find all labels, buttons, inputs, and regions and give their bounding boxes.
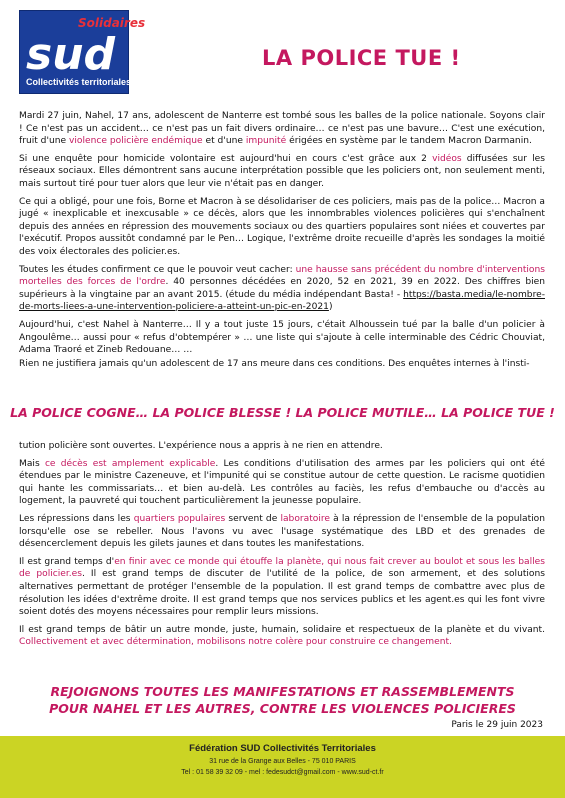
footer-band bbox=[0, 736, 565, 798]
paragraph-7: tution policière sont ouvertes. L'expérience nous a appris à ne rien en attendre. bbox=[19, 441, 383, 451]
sud-logo bbox=[19, 10, 146, 94]
paragraph-1: Mardi 27 juin, Nahel, 17 ans, adolescent de Nanterre est tombé sous les balles de la police nationale. Soyons clair ! Ce n'est pas un accident… ce n'est pas un fait divers ordinaire… ce n'est pas une bavure… C'est une exécution, fruit d'une violence policière endémique et d'une impunité érigées en système par le tandem Macron Darmanin. bbox=[19, 111, 545, 147]
federation-contact: Tel : 01 58 39 32 09 - mel : fedesudct@gmail.com - www.sud-ct.fr bbox=[181, 769, 384, 776]
basta-link[interactable]: https://basta.media/le-nombre-de-morts-liees-a-une-intervention-policiere-a-atteint-un-pic-en-2021 bbox=[19, 289, 545, 313]
paragraph-5: Aujourd'hui, c'est Nahel à Nanterre… Il y a tout juste 15 jours, c'était Alhoussein tué par la balle d'un policier à Angoulême… aussi pour « refus d'obtempérer » … une liste qui s'ajoute à celle interminable des Cédric Chouviat, Adama Traoré et Zineb Redouane… … bbox=[19, 319, 545, 356]
article-body-top bbox=[19, 110, 545, 375]
paragraph-11: Il est grand temps de bâtir un autre monde, juste, humain, solidaire et respectueux de la planète et du vivant. Collectivement et avec détermination, mobilisons notre colère pour construire ce changement. bbox=[19, 624, 545, 648]
paragraph-9: Les répressions dans les quartiers populaires servent de laboratoire à la répression de l'ensemble de la population lorsqu'elle ose se rebeller. Nous l'avons vu avec l'usage systématique des LBD et des grenades de désencerclement depuis les gilets jaunes et dans toutes les manifestations. bbox=[19, 513, 545, 550]
federation-name: Fédération SUD Collectivités Territoriales bbox=[189, 743, 376, 754]
article-body-bottom bbox=[19, 440, 545, 654]
slogan-bottom: REJOIGNONS TOUTES LES MANIFESTATIONS ET RASSEMBLEMENTS POUR NAHEL ET LES AUTRES, CONTRE LES VIOLENCES POLICIERES bbox=[49, 684, 516, 716]
page-title: LA POLICE TUE ! bbox=[262, 46, 461, 70]
paragraph-3: Ce qui a obligé, pour une fois, Borne et Macron à se désolidariser de ces policiers, mais pas de la police… Macron a jugé « inexplicable et inexcusable » ce décès, alors que les innombrables violences policières qui s'enchaînent depuis des années en répression des mouvements sociaux ou des quartiers populaires sont niées et couvertes par l'exécutif. Propos aussitôt condamné par le Pen… Logique, l'extrême droite recueille d'après les sondages la moitié des voix électorales des policier.es. bbox=[19, 196, 545, 257]
document-date: Paris le 29 juin 2023 bbox=[451, 720, 543, 730]
paragraph-6: Rien ne justifiera jamais qu'un adolescent de 17 ans meure dans ces conditions. Des enquêtes internes à l'insti- bbox=[19, 358, 530, 369]
paragraph-2: Si une enquête pour homicide volontaire est aujourd'hui en cours c'est grâce aux 2 vidéos diffusées sur les réseaux sociaux. Elles démontrent sans aucune interprétation possible que les policiers ont, non seulement menti, mais surtout tiré pour tuer alors que leur vie n'était pas en danger. bbox=[19, 153, 545, 189]
paragraph-8: Mais ce décès est amplement explicable. Les conditions d'utilisation des armes par les policiers qui ont été étendues par le ministre Cazeneuve, et l'impunité qui se constitue autour de cette question. Le racisme quotidien qui hante les commissariats… et bien au-delà. Les contrôles au faciès, les refus d'embauche ou d'accès au logement, la pauvreté qui touchent particulièrement la jeunesse populaire. bbox=[19, 458, 545, 507]
paragraph-10: Il est grand temps d'en finir avec ce monde qui étouffe la planète, qui nous fait crever au boulot et sous les balles de policier.es. Il est grand temps de discuter de l'utilité de la police, de son armement, et des solutions alternatives permettant de protéger l'ensemble de la population. Il est grand temps de combattre avec plus de résolution les idées d'extrême droite. Il est grand temps que nos services publics et les agent.es qui les font vivre soient dotés des moyens nécessaires pour remplir leurs missions. bbox=[19, 556, 545, 618]
svg-text:sud: sud bbox=[26, 29, 116, 80]
paragraph-4: Toutes les études confirment ce que le pouvoir veut cacher: une hausse sans précédent du nombre d'interventions mortelles des forces de l'ordre. 40 personnes décédées en 2020, 52 en 2021, 39 en 2022. Des chiffres bien supérieurs à la vingtaine par an avant 2015. (étude du média indépendant Basta! - https://basta.media/le-nombre-de-morts-liees-a-une-intervention-policiere-a-atteint-un-pic-en-2021) bbox=[19, 264, 546, 313]
svg-text:Solidaires: Solidaires bbox=[78, 16, 146, 30]
federation-address: 31 rue de la Grange aux Belles - 75 010 PARIS bbox=[209, 758, 356, 765]
slogan-mid: LA POLICE COGNE… LA POLICE BLESSE ! LA POLICE MUTILE… LA POLICE TUE ! bbox=[10, 405, 555, 420]
svg-text:Collectivités territoriales: Collectivités territoriales bbox=[26, 77, 132, 87]
